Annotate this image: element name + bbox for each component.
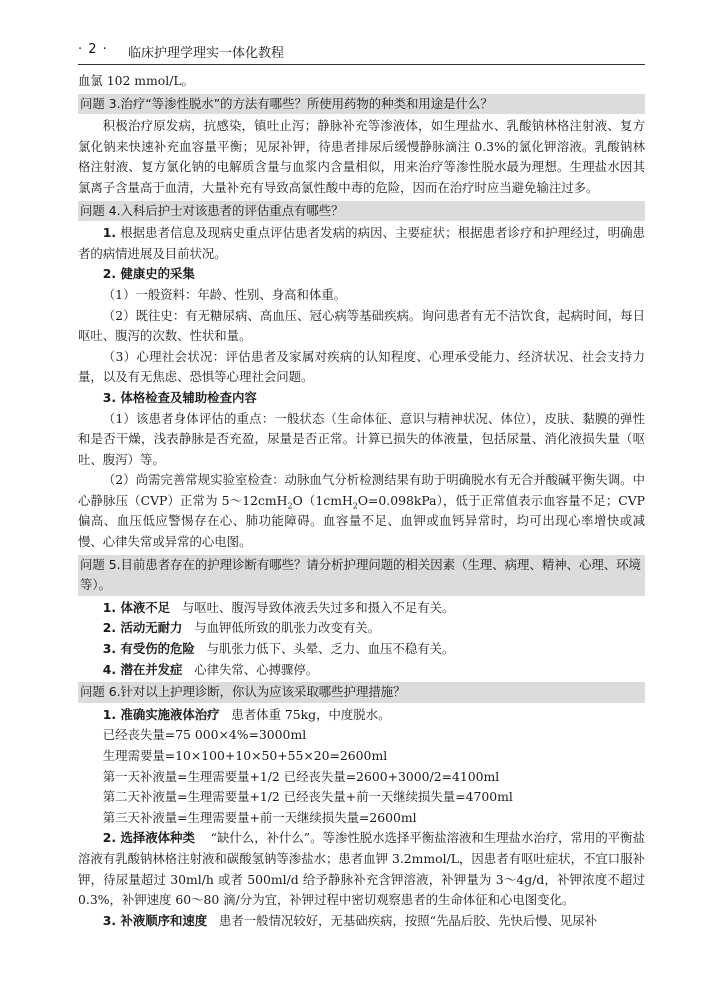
- diagnosis-1: [78, 598, 645, 619]
- text-part: O=0.098kPa），低于正常值表示血容量不足；CVP 偏高、血压低应警惕存在心、肺功能障碍。血容量不足、血钾或血钙异常时，均可出现心率增快或减慢、心律失常或异常的心电图。: [78, 492, 645, 550]
- page-body: [78, 71, 645, 931]
- question-4-item-2-3: （3）心理社会状况：评估患者及家属对疾病的认知程度、心理承受能力、经济状况、社会支持力量，以及有无焦虑、恐惧等心理社会问题。: [78, 348, 645, 385]
- page-number: · 2 ·: [78, 42, 108, 57]
- text-part: O（1cmH: [292, 492, 353, 508]
- running-header: [78, 40, 645, 65]
- question-6-heading: 问题 6.针对以上护理诊断，你认为应该采取哪些护理措施？: [78, 682, 645, 703]
- measure-text: “缺什么，补什么”。等渗性脱水选择平衡盐溶液和生理盐水治疗，常用的平衡盐溶液有乳酸钠林格注射液和碳酸氢钠等渗盐水；患者血钾 3.2mmol/L，因患者有呕吐症状，不宜口服补钾，待尿量超过 30ml/h 或者 500ml/d 给予静脉补充含钾溶液，补钾量为 3～4g/d，补钾浓度不超过 0.3%，补钾速度 60～80 滴/分为宜，补钾过程中密切观察患者的生命体征和心电图变化。: [78, 830, 645, 908]
- calc-day-1: 第一天补液量=生理需要量+1/2 已经丧失量=2600+3000/2=4100ml: [102, 768, 500, 784]
- question-3-heading: 问题 3.治疗“等渗性脱水”的方法有哪些？所使用药物的种类和用途是什么？: [78, 94, 645, 115]
- book-title: 临床护理学理实一体化教程: [128, 46, 285, 61]
- question-4-item-2-heading: 2. 健康史的采集: [102, 266, 195, 282]
- question-4-heading: 问题 4.入科后护士对该患者的评估重点有哪些？: [78, 201, 645, 222]
- question-4-item-2-1: （1）一般资料：年龄、性别、身高和体重。: [102, 286, 347, 302]
- diagnosis-label: 4. 潜在并发症: [102, 661, 183, 677]
- diagnosis-label: 1. 体液不足: [102, 599, 171, 615]
- measure-1: [78, 705, 645, 726]
- calc-day-3: 第三天补液量=生理需要量+前一天继续损失量=2600ml: [102, 809, 417, 825]
- diagnosis-text: 与血钾低所致的肌张力改变有关。: [194, 620, 381, 636]
- measure-label: 3. 补液顺序和速度: [102, 912, 208, 928]
- diagnosis-text: 与肌张力低下、头晕、乏力、血压不稳有关。: [206, 641, 455, 657]
- item-number: 1.: [102, 225, 117, 241]
- diagnosis-label: 3. 有受伤的危险: [102, 641, 195, 657]
- question-4-item-2-2: （2）既往史：有无糖尿病、高血压、冠心病等基础疾病。询问患者有无不洁饮食，起病时间，每日呕吐、腹泻的次数、性状和量。: [78, 307, 645, 344]
- subscript: 2: [352, 501, 358, 511]
- diagnosis-label: 2. 活动无耐力: [102, 620, 183, 636]
- question-4-item-1: [78, 223, 645, 264]
- measure-2: [78, 828, 645, 910]
- measure-3: [78, 911, 645, 932]
- diagnosis-2: [78, 618, 645, 639]
- question-3-answer: 积极治疗原发病，抗感染，镇吐止泻；静脉补充等渗液体，如生理盐水、乳酸钠林格注射液、复方氯化钠来快速补充血容量平衡；见尿补钾，待患者排尿后缓慢静脉滴注 0.3%的氯化钾溶液。乳酸钠林格注射液、复方氯化钠的电解质含量与血浆内含量相似，用来治疗等渗性脱水最为理想。生理盐水因其氯离子含量高于血清，大量补充有导致高氯性酸中毒的危险，因而在治疗时应当避免输注过多。: [78, 118, 645, 195]
- diagnosis-text: 与呕吐、腹泻导致体液丢失过多和摄入不足有关。: [181, 599, 455, 615]
- calc-physiological-need: 生理需要量=10×100+10×50+55×20=2600ml: [102, 748, 388, 763]
- text-part: （2）尚需完善常规实验室检查：动脉血气分析检测结果有助于明确脱水有无合并酸碱平衡失调。中心静脉压（CVP）正常为 5～12cmH: [78, 472, 645, 508]
- measure-text: 患者体重 75kg，中度脱水。: [231, 706, 391, 722]
- calc-lost-volume: 已经丧失量=75 000×4%=3000ml: [102, 727, 307, 743]
- diagnosis-3: [78, 639, 645, 660]
- question-4-item-3-heading: 3. 体格检查及辅助检查内容: [102, 389, 257, 405]
- question-5-heading: 问题 5.目前患者存在的护理诊断有哪些？请分析护理问题的相关因素（生理、病理、精神、心理、环境等）。: [78, 555, 645, 596]
- subscript: 2: [287, 501, 293, 511]
- diagnosis-4: [78, 660, 645, 681]
- measure-text: 患者一般情况较好，无基础疾病，按照“先晶后胶、先快后慢、见尿补: [219, 912, 598, 928]
- carry-over-line: 血氯 102 mmol/L。: [78, 73, 195, 88]
- calc-day-2: 第二天补液量=生理需要量+1/2 已经丧失量+前一天继续损失量=4700ml: [102, 789, 513, 805]
- question-4-item-3-1: （1）该患者身体评估的重点：一般状态（生命体征、意识与精神状况、体位），皮肤、黏膜的弹性和是否干燥，浅表静脉是否充盈，尿量是否正常。计算已损失的体液量，包括尿量、消化液损失量（呕吐、腹泻）等。: [78, 410, 645, 467]
- measure-label: 2. 选择液体种类: [102, 830, 195, 846]
- diagnosis-text: 心律失常、心搏骤停。: [194, 661, 319, 677]
- measure-label: 1. 准确实施液体治疗: [102, 706, 220, 722]
- item-text: 根据患者信息及现病史重点评估患者发病的病因、主要症状；根据患者诊疗和护理经过，明确患者的病情进展及目前状况。: [78, 225, 645, 261]
- question-4-item-3-2: [78, 470, 645, 552]
